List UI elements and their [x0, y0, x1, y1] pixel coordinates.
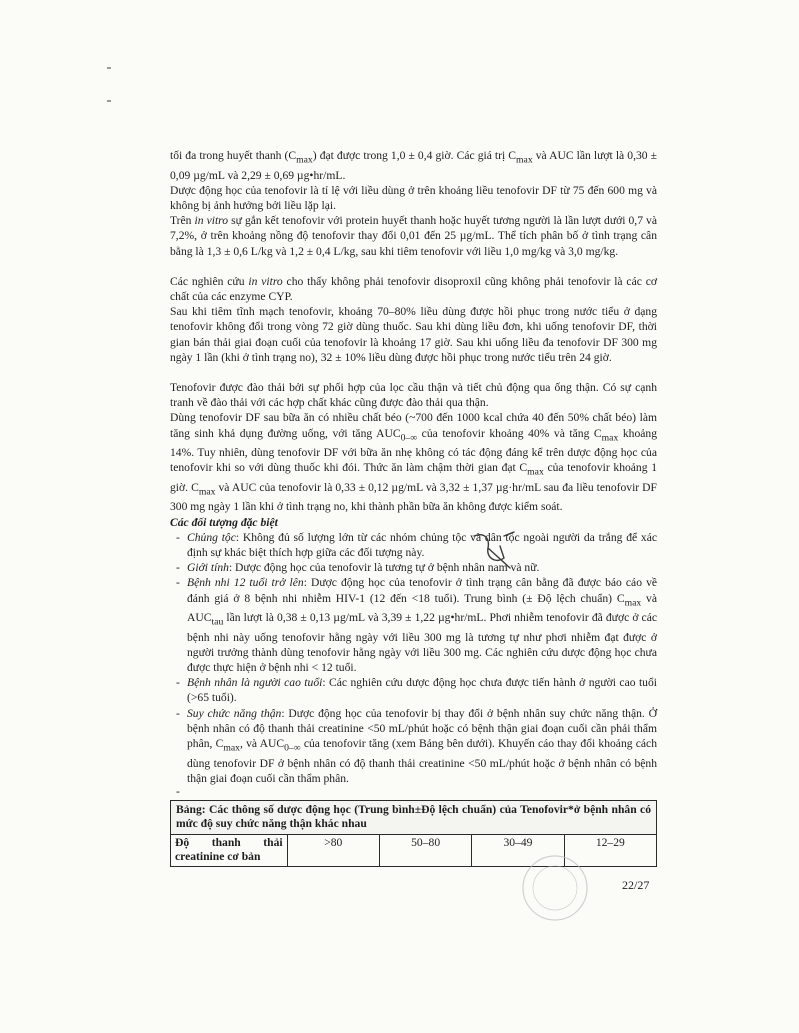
paragraph: Dùng tenofovir DF sau bữa ăn có nhiều chất béo (~700 đến 1000 kcal chứa 40 đến 50% chất béo) làm tăng sinh khả dụng đường uống, với tăng $AUC_{0-\infty}$ của tenofovir khoảng 40% và tăng $C_{max}$ khoảng 14%. Tuy nhiên, dùng tenofovir DF với bữa ăn nhẹ không có tác động đáng kể trên dược động học của tenofovir khi so với dùng thuốc khi đói. Thức ăn làm chậm thời gian đạt $C_{max}$ của tenofovir khoảng 1 giờ. $C_{max}$ và AUC của tenofovir là 0,33 ± 0,12 µg/mL và 3,32 ± 1,37 µg·hr/mL sau đa liều tenofovir DF 300 mg ngày 1 lần khi ở tình trạng no, khi thành phần bữa ăn không được kiểm soát.	[170, 411, 658, 514]
item-label: Bệnh nhi 12 tuổi trở lên	[187, 576, 304, 590]
document-page	[170, 148, 657, 867]
paragraph: Trên in vitro sự gắn kết tenofovir với protein huyết thanh hoặc huyết tương người là lần lượt dưới 0,7 và 7,2%, ở trên khoảng nồng độ tenofovir thay đổi 0,01 đến 25 µg/mL. Thể tích phân bố ở tình trạng cân bằng là 1,3 ± 0,6 L/kg và 1,2 ± 0,4 L/kg, sau khi tiêm tenofovir với liều 1,0 mg/kg và 3,0 mg/kg.	[170, 214, 657, 258]
metabolism-section	[170, 274, 657, 365]
table-cell: 12–29	[564, 834, 656, 866]
table-caption: Bảng: Các thông số dược động học (Trung bình±Độ lệch chuẩn) của Tenofovir*ở bệnh nhân có mức độ suy chức năng thận khác nhau	[171, 800, 657, 834]
margin-mark-top	[107, 67, 111, 69]
paragraph: tối đa trong huyết thanh $(C_{max})$ đạt được trong 1,0 ± 0,4 giờ. Các giá trị $C_{max}$ và AUC lần lượt là 0,30 ± 0,09 µg/mL và 2,29 ± 0,69 µg•hr/mL.	[170, 149, 657, 182]
signature-mark	[470, 528, 526, 572]
item-text: : Dược động học của tenofovir ở tình trạng cân bằng đã được báo cáo về đánh giá ở 8 bệnh nhi nhiễm HIV-1 (12 đến <18 tuổi). Trung bình (± Độ lệch chuẩn) $C_{max}$ và $AUC_{tau}$ lần lượt là 0,38 ± 0,13 µg/mL và 3,39 ± 1,22 µg•hr/mL. Phơi nhiễm tenofovir đã được ở các bệnh nhi này uống tenofovir hằng ngày với liều 300 mg là tương tự như phơi nhiễm đạt được ở người trưởng thành dùng tenofovir hằng ngày với liều 300 mg. Các nghiên cứu dược động học chưa được thực hiện ở bệnh nhi < 12 tuổi.	[187, 576, 658, 674]
paragraph: Dược động học của tenofovir là tỉ lệ với liều dùng ở trên khoảng liều tenofovir DF từ 75 đến 600 mg và không bị ảnh hưởng bởi liều lặp lại.	[170, 183, 657, 212]
paragraph: Sau khi tiêm tĩnh mạch tenofovir, khoảng 70–80% liều dùng được hồi phục trong nước tiểu ở dạng tenofovir không đổi trong vòng 72 giờ dùng thuốc. Sau khi dùng liều đơn, khi uống tenofovir DF, thời gian bán thải giai đoạn cuối của tenofovir là khoảng 17 giờ. Sau khi uống liều đa tenofovir DF 300 mg ngày 1 lần (khi ở tình trạng no), 32 ± 10% liều dùng được hồi phục trong nước tiểu trên 24 giờ.	[170, 305, 657, 364]
stamp-seal	[520, 840, 590, 930]
item-label: Suy chức năng thận	[187, 706, 282, 720]
item-text: : Các nghiên cứu dược động học chưa được tiến hành ở người cao tuổi (>65 tuổi).	[187, 676, 657, 705]
margin-mark-bottom	[107, 100, 111, 102]
paragraph: Tenofovir được đào thải bởi sự phối hợp của lọc cầu thận và tiết chủ động qua ống thận. Có sự cạnh tranh về đào thải với các hợp chất khác cũng được đào thải qua thận.	[170, 380, 657, 410]
table-cell: >80	[287, 834, 379, 866]
item-label: Chủng tộc	[187, 530, 236, 544]
item-text: : Dược động học của tenofovir là tương tự ở bệnh nhân nam và nữ.	[228, 561, 540, 575]
list-item	[170, 675, 657, 705]
item-label: Bệnh nhân là người cao tuổi	[187, 676, 323, 690]
list-item	[170, 575, 657, 675]
list-item	[170, 530, 657, 560]
list-item	[170, 560, 657, 575]
item-text: : Dược động học của tenofovir bị thay đổi ở bệnh nhân suy chức năng thận. Ở bệnh nhân có độ thanh thải creatinine <50 mL/phút hoặc có bệnh thận giai đoạn cuối cần phải thẩm phân, $C_{max}$, và $AUC_{0-\infty}$ của tenofovir tăng (xem Bảng bên dưới). Khuyến cáo thay đổi khoảng cách dùng tenofovir DF ở bệnh nhân có độ thanh thải creatinine <50 mL/phút hoặc ở bệnh nhân có bệnh thận giai đoạn cuối cần thẩm phân.	[187, 706, 657, 785]
intro-section	[170, 148, 657, 259]
item-text: : Không đủ số lượng lớn từ các nhóm chủng tộc và dân tộc ngoài người da trắng để xác định sự khác biệt thích hợp giữa các đối tượng này.	[187, 530, 657, 559]
item-label: Giới tính	[187, 561, 229, 575]
table-cell: 50–80	[379, 834, 471, 866]
paragraph: Các nghiên cứu in vitro cho thấy không phải tenofovir disoproxil cũng không phải tenofovir là các cơ chất của các enzyme CYP.	[170, 274, 657, 303]
list-item	[170, 706, 657, 786]
table-row-label: Độ thanh thải creatinine cơ bản	[171, 834, 288, 866]
special-populations-list	[170, 530, 657, 786]
special-populations-heading: Các đối tượng đặc biệt	[170, 515, 278, 529]
page-number: 22/27	[622, 878, 650, 892]
table-cell: 30–49	[472, 834, 564, 866]
stray-dash: -	[176, 784, 180, 798]
elimination-section	[170, 380, 657, 515]
